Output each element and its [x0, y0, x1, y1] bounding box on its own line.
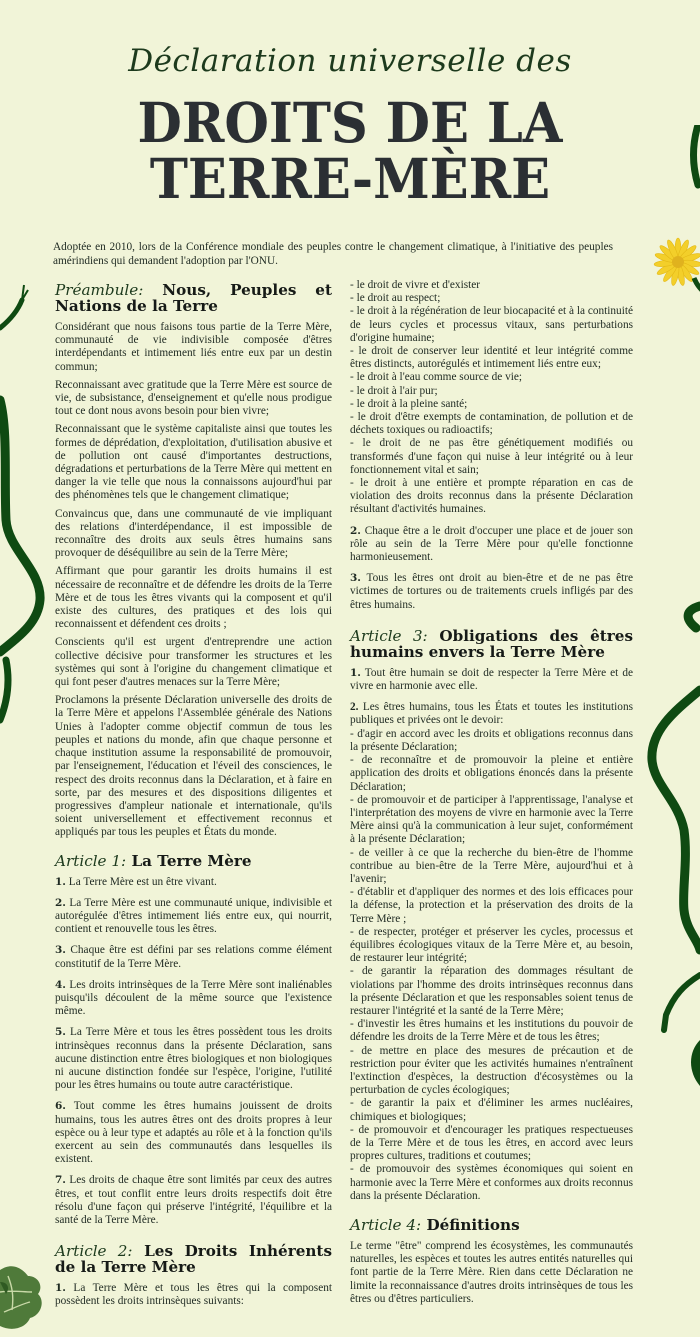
item-text: Les droits de chaque être sont limités par ceux des autres êtres, et tout conflit entre leurs droits respectifs doit être résolu d'une façon qui préserve l'intégrité, l'équilibre et la santé de la Terre Mère.	[55, 1174, 333, 1226]
article-3-section	[350, 628, 633, 1203]
rights-list-item: - le droit au respect;	[350, 292, 441, 305]
item-text: La Terre Mère et tous les êtres possèdent tous les droits intrinsèques reconnus dans la présente Déclaration, sans aucune distinction entre êtres biologiques et non biologiques ni aucune distinction fondée sur l'espèce, l'origine, l'utilité pour les êtres humains ou toute autre caractéristique.	[55, 1026, 332, 1092]
article-item	[55, 876, 332, 889]
item-number: 2.	[350, 701, 359, 714]
item-number: 1.	[350, 666, 361, 679]
vine-right-top-decoration	[688, 125, 700, 195]
section-label: Article 4:	[350, 1216, 422, 1234]
item-text: Chaque être est défini par ses relations comme élément constitutif de la Terre Mère.	[55, 944, 332, 970]
right-column	[350, 279, 633, 1311]
duties-list-item: - de respecter, protéger et préserver les cycles, processus et équilibres écologiques vitaux de la Terre Mère et, au besoin, de restaurer leur intégrité;	[350, 925, 633, 965]
article-item	[55, 944, 332, 970]
section-title: Obligations des êtres humains envers la Terre Mère	[350, 626, 633, 661]
duties-list-item: - d'investir les êtres humains et les institutions du pouvoir de défendre les droits de la Terre Mère et de tous les êtres;	[350, 1018, 633, 1044]
page-title	[25, 90, 676, 211]
section-heading	[350, 628, 633, 660]
item-number: 1.	[55, 875, 66, 888]
article-4-section	[350, 1217, 633, 1306]
rights-list-item: - le droit à l'eau comme source de vie;	[350, 371, 523, 384]
article-2-section	[55, 1243, 332, 1308]
section-label: Article 3:	[350, 626, 428, 645]
item-text: Tous les êtres ont droit au bien-être et de ne pas être victimes de tortures ou de traitements cruels infligés par des êtres humains.	[350, 572, 633, 611]
preamble-paragraph: Reconnaissant que le système capitaliste ainsi que toutes les formes de déprédation, d'exploitation, d'utilisation abusive et de pollution ont causé d'importantes destructions, dégradations et perturbations de la Terre Mère qui mettent en danger la vie telle que nous la connaissons aujourd'hui par des phénomènes tels que le changement climatique;	[55, 423, 332, 502]
left-column	[55, 282, 332, 1317]
article-item	[350, 525, 633, 565]
preamble-paragraph: Proclamons la présente Déclaration universelle des droits de la Terre Mère et appelons l'Assemblée générale des Nations Unies à l'adopter comme objectif commun de tous les peuples et nations du monde, afin que chaque personne et chaque institution assume la responsabilité de promouvoir, par l'enseignement, l'éducation et l'éveil des consciences, le respect des droits reconnus dans la Déclaration, et à faire en sorte, par des mesures et des dispositions diligentes et progressives d'ampleur nationale et internationale, qu'ils soient universellement et effectivement reconnus et appliqués par tous les peuples et États du monde.	[55, 694, 332, 839]
item-text: Les êtres humains, tous les États et toutes les institutions publiques et privées ont le devoir:	[350, 701, 633, 727]
preamble-paragraph: Affirmant que pour garantir les droits humains il est nécessaire de reconnaître et de défendre les droits de la Terre Mère et de tous les êtres vivants qui la composent et qu'il existe des cultures, des pratiques et des lois qui reconnaissent et défendent ces droits ;	[55, 565, 332, 631]
item-text: La Terre Mère et tous les êtres qui la composent possèdent les droits intrinsèques suivants:	[55, 1282, 332, 1308]
duties-list-item: - de promouvoir et d'encourager les pratiques respectueuses de la Terre Mère et de tous les êtres, en accord avec leurs propres cultures, traditions et coutumes;	[350, 1123, 633, 1163]
article-item	[350, 572, 633, 612]
section-title: Définitions	[426, 1216, 520, 1234]
section-title: Les Droits Inhérents de la Terre Mère	[55, 1242, 332, 1277]
item-text: Chaque être a le droit d'occuper une place et de jouer son rôle au sein de la Terre Mère pour qu'elle fonctionne harmonieusement.	[350, 524, 633, 564]
article-item	[55, 1282, 332, 1308]
item-text: Tout comme les êtres humains jouissent de droits humains, tous les autres êtres ont des droits propres à leur espèce ou à leur type et adaptés au rôle et à la fonction qu'ils exercent au sein des communautés dans lesquelles ils existent.	[55, 1100, 332, 1166]
duties-list-item: - de garantir la réparation des dommages résultant de violations par l'homme des droits intrinsèques reconnus dans la présente Déclaration et que les responsables soient tenus de restaurer l'intégrité et la santé de la Terre Mère;	[350, 965, 633, 1017]
section-heading	[350, 1217, 633, 1233]
rights-list-item: - le droit de ne pas être génétiquement modifiés ou transformés d'une façon qui nuise à leur intégrité ou à leur fonctionnement vital et sain;	[350, 437, 633, 476]
page-title-line-2: TERRE-MÈRE	[149, 146, 551, 211]
article-item	[350, 701, 633, 727]
rights-list-item: - le droit à la pleine santé;	[350, 397, 468, 410]
section-title: Nous, Peuples et Nations de la Terre	[55, 281, 332, 315]
article-item	[55, 1174, 332, 1227]
rights-list-item: - le droit de conserver leur identité et leur intégrité comme êtres distincts, autorégulés et intimement liés entre eux;	[350, 345, 633, 371]
definition-text: Le terme "être" comprend les écosystèmes, les communautés naturelles, les espèces et toutes les autres entités naturelles qui font partie de la Terre Mère. Rien dans cette Déclaration ne limite la reconnaissance d'autres droits intrinsèques de tous les êtres ou d'êtres particuliers.	[350, 1240, 633, 1305]
preamble-paragraph: Reconnaissant avec gratitude que la Terre Mère est source de vie, de subsistance, d'enseignement et qu'elle nous prodigue tout ce dont nous avons besoin pour bien vivre;	[55, 378, 332, 418]
item-number: 1.	[55, 1282, 66, 1295]
vine-left-decoration	[0, 280, 60, 740]
vine-right-decoration	[640, 600, 700, 1060]
article-1-section	[55, 853, 332, 1228]
article-2-rights-list	[350, 279, 633, 517]
item-text: Tout être humain se doit de respecter la Terre Mère et de vivre en harmonie avec elle.	[350, 666, 633, 693]
article-item	[350, 667, 633, 693]
duties-list-item: - d'agir en accord avec les droits et obligations reconnus dans la présente Déclaration;	[350, 727, 633, 753]
article-item	[55, 979, 332, 1019]
preamble-paragraph: Convaincus que, dans une communauté de vie impliquant des relations d'interdépendance, il est impossible de reconnaître des droits aux seuls êtres humains sans provoquer de déséquilibre au sein de la Terre Mère;	[55, 507, 332, 560]
preamble-section	[55, 282, 332, 840]
item-number: 3.	[55, 944, 66, 957]
item-number: 3.	[350, 572, 361, 585]
section-label: Article 2:	[55, 1242, 133, 1261]
preamble-paragraph: Conscients qu'il est urgent d'entreprendre une action collective décisive pour transformer les structures et les systèmes qui sont à l'origine du changement climatique et qui font peser d'autres menaces sur la Terre Mère;	[55, 636, 332, 689]
item-number: 2.	[55, 896, 66, 909]
article-item	[55, 1100, 332, 1166]
item-number: 7.	[55, 1174, 66, 1187]
section-heading	[55, 853, 332, 869]
duties-list-item: - de promouvoir des systèmes économiques qui soient en harmonie avec la Terre Mère et conformes aux droits reconnus dans la présente Déclaration.	[350, 1163, 633, 1202]
item-number: 5.	[55, 1026, 66, 1039]
section-heading	[55, 282, 332, 314]
section-title: La Terre Mère	[131, 851, 252, 870]
article-item	[55, 897, 332, 937]
dandelion-flower-icon	[650, 232, 700, 292]
duties-list-item: - de promouvoir et de participer à l'apprentissage, l'analyse et l'interprétation des moyens de vivre en harmonie avec la Terre Mère ainsi qu'à la communication à leur sujet, conformément à la présente Déclaration;	[350, 793, 633, 846]
section-label: Préambule:	[55, 281, 144, 299]
section-heading	[55, 1243, 332, 1275]
item-number: 4.	[55, 978, 66, 991]
item-text: La Terre Mère est un être vivant.	[68, 875, 217, 888]
page-title-line-1: DROITS DE LA	[137, 90, 563, 155]
duties-list-item: - de veiller à ce que la recherche du bien-être de l'homme contribue au bien-être de la Terre Mère, aujourd'hui et à l'avenir;	[350, 846, 633, 885]
item-number: 2.	[350, 524, 361, 537]
duties-list-item: - d'établir et d'appliquer des normes et des lois efficaces pour la défense, la protection et la préservation des droits de la Terre Mère ;	[350, 886, 633, 925]
leaf-right-decoration	[686, 1040, 700, 1090]
duties-list-item: - de reconnaître et de promouvoir la pleine et entière application des droits et obligations énoncés dans la présente Déclaration;	[350, 754, 633, 793]
item-number: 6.	[55, 1100, 66, 1113]
title-kicker: Déclaration universelle des	[128, 43, 572, 79]
rights-list-item: - le droit à une entière et prompte réparation en cas de violation des droits reconnus dans la présente Déclaration résultant d'activités humaines.	[350, 477, 633, 516]
rights-list-item: - le droit à l'air pur;	[350, 384, 438, 397]
article-item	[55, 1026, 332, 1092]
rights-list-item: - le droit d'être exempts de contamination, de pollution et de déchets toxiques ou radioactifs;	[350, 411, 633, 437]
duties-list-item: - de garantir la paix et d'éliminer les armes nucléaires, chimiques et biologiques;	[350, 1097, 633, 1123]
section-label: Article 1:	[55, 851, 127, 870]
item-text: La Terre Mère est une communauté unique, indivisible et autorégulée d'êtres intimement liés entre eux, qui nourrit, contient et renouvelle tous les êtres.	[55, 896, 332, 936]
intro-text: Adoptée en 2010, lors de la Conférence mondiale des peuples contre le changement climatique, à l'initiative des peuples amérindiens qui demandent l'adoption par l'ONU.	[53, 241, 613, 267]
duties-list-item: - de mettre en place des mesures de précaution et de restriction pour éviter que les activités humaines n'entraînent l'extinction d'espèces, la destruction d'écosystèmes ou la perturbation de cycles écologiques;	[350, 1044, 633, 1097]
preamble-paragraph: Considérant que nous faisons tous partie de la Terre Mère, communauté de vie indivisible composée d'êtres interdépendants et intimement liés entre eux par un destin commun;	[55, 321, 332, 373]
rights-list-item: - le droit de vivre et d'exister	[350, 279, 481, 291]
rights-list-item: - le droit à la régénération de leur biocapacité et à la continuité de leurs cycles et processus vitaux, sans perturbations d'origine humaine;	[350, 305, 633, 344]
ivy-leaf-icon	[0, 1262, 50, 1332]
item-text: Les droits intrinsèques de la Terre Mère sont inaliénables puisqu'ils découlent de la même source que l'existence même.	[55, 978, 332, 1018]
